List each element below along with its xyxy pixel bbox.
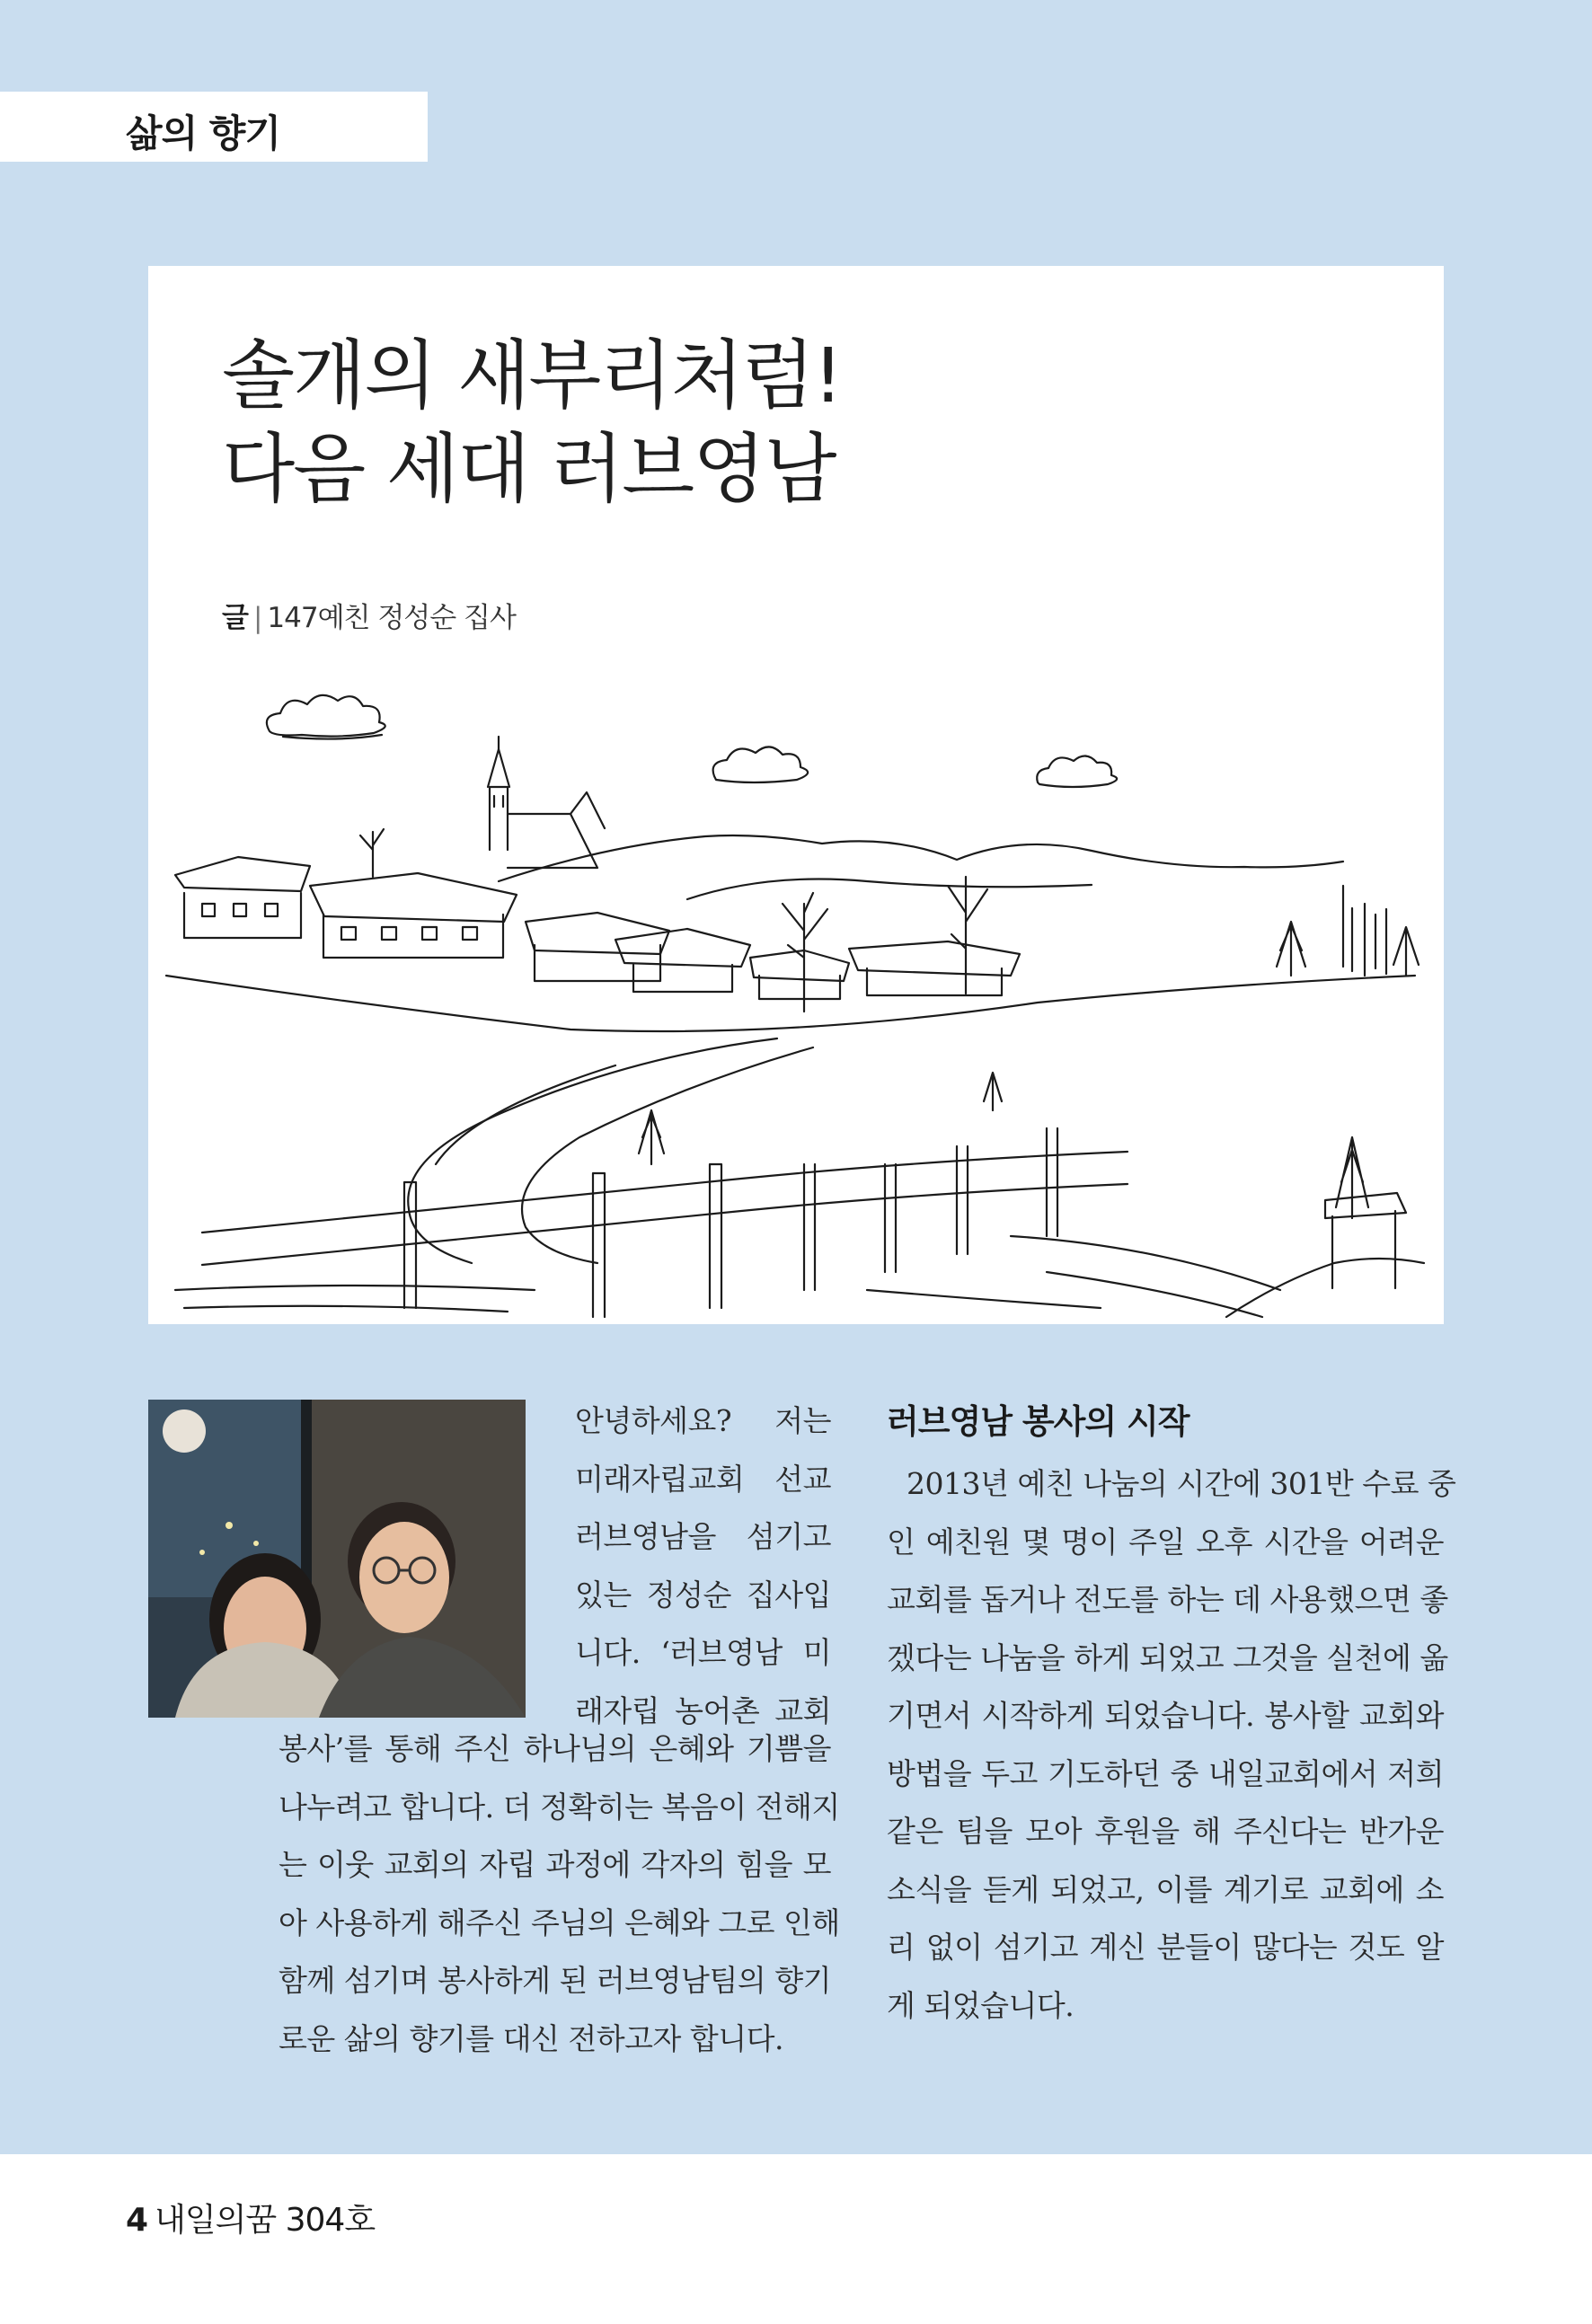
intro-line: 안녕하세요? 저는 [575, 1403, 831, 1438]
village-sketch-illustration [148, 661, 1444, 1324]
section-body [887, 1455, 1456, 2035]
body-line: 는 이웃 교회의 자립 과정에 각자의 힘을 모 [279, 1847, 831, 1882]
section-line: 방법을 두고 기도하던 중 내일교회에서 저희 [887, 1755, 1444, 1791]
section-line: 교회를 돕거나 전도를 하는 데 사용했으면 좋 [887, 1582, 1448, 1617]
section-line: 2013년 예친 나눔의 시간에 301반 수료 중 [907, 1466, 1456, 1501]
intro-line: 러브영남을 섬기고 [575, 1519, 831, 1554]
section-line: 게 되었습니다. [887, 1987, 1075, 2023]
intro-line: 래자립 농어촌 교회 [575, 1692, 831, 1728]
page-number: 4 [126, 2202, 148, 2239]
byline-author: 147예친 정성순 집사 [267, 602, 516, 634]
byline [222, 595, 516, 635]
section-line: 리 없이 섬기고 계신 분들이 많다는 것도 알 [887, 1930, 1444, 1965]
section-tab [0, 92, 428, 162]
byline-label: 글 [222, 602, 248, 634]
section-line: 기면서 시작하게 되었습니다. 봉사할 교회와 [887, 1698, 1444, 1733]
intro-line: 미래자립교회 선교 [575, 1461, 831, 1497]
body-line: 나누려고 합니다. 더 정확히는 복음이 전해지 [279, 1789, 840, 1825]
byline-separator: | [252, 602, 262, 634]
intro-paragraph [575, 1392, 831, 1740]
title-line-2: 다음 세대 러브영남 [222, 425, 836, 513]
page-footer [126, 2195, 375, 2240]
article-header-card [148, 266, 1444, 1324]
body-line: 아 사용하게 해주신 주님의 은혜와 그로 인해 [279, 1904, 840, 1940]
section-line: 겠다는 나눔을 하게 되었고 그것을 실천에 옮 [887, 1639, 1448, 1675]
couple-portrait-photo [148, 1400, 526, 1718]
body-line: 함께 섬기며 봉사하게 된 러브영남팀의 향기 [279, 1963, 831, 1998]
section-line: 같은 팀을 모아 후원을 해 주신다는 반가운 [887, 1814, 1444, 1849]
body-line: 로운 삶의 향기를 대신 전하고자 합니다. [279, 2020, 783, 2056]
article-title [222, 329, 1300, 516]
section-line: 인 예친원 몇 명이 주일 오후 시간을 어려운 [887, 1524, 1444, 1560]
section-line: 소식을 듣게 되었고, 이를 계기로 교회에 소 [887, 1871, 1444, 1907]
intro-line: 니다. ‘러브영남 미 [575, 1635, 831, 1670]
body-line: 봉사’를 통해 주신 하나님의 은혜와 기쁨을 [279, 1731, 831, 1766]
intro-paragraph-continued [279, 1720, 840, 2068]
section-label: 삶의 향기 [126, 111, 280, 155]
publication-name: 내일의꿈 304호 [155, 2202, 376, 2239]
section-heading: 러브영남 봉사의 시작 [887, 1402, 1190, 1441]
intro-line: 있는 정성순 집사입 [575, 1577, 831, 1613]
title-line-1: 솔개의 새부리처럼! [222, 331, 842, 420]
